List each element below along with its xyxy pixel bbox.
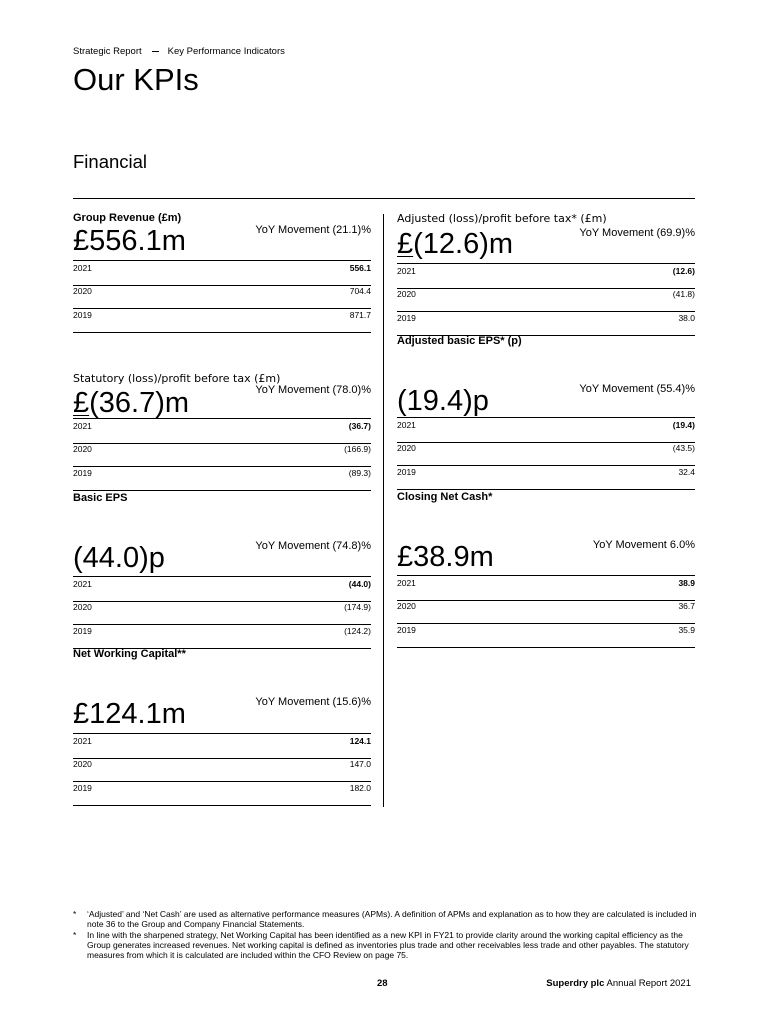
kpi-value: £556.1m <box>73 225 186 257</box>
row-year: 2020 <box>73 602 92 612</box>
row-year: 2020 <box>73 286 92 296</box>
kpi-value-main: (12.6)m <box>413 228 514 260</box>
page-number: 28 <box>377 978 388 989</box>
kpi-statutory-pbt <box>73 372 371 494</box>
breadcrumb-section: Strategic Report <box>73 46 142 57</box>
row-year: 2020 <box>397 601 416 611</box>
kpi-row <box>73 781 371 806</box>
kpi-label: Adjusted (loss)/profit before tax* (£m) <box>397 212 607 225</box>
kpi-row <box>73 600 371 625</box>
kpi-row <box>397 287 695 312</box>
row-value: 704.4 <box>349 286 371 296</box>
kpi-value <box>73 386 189 420</box>
row-year: 2019 <box>397 467 416 477</box>
footer-report: Annual Report 2021 <box>606 978 691 989</box>
kpi-label: Group Revenue (£m) <box>73 212 182 224</box>
row-year: 2020 <box>397 443 416 453</box>
kpi-row <box>73 624 371 649</box>
row-value: (19.4) <box>672 420 695 430</box>
kpi-value-prefix: £ <box>73 387 90 419</box>
kpi-row <box>73 576 371 602</box>
kpi-row <box>397 311 695 336</box>
kpi-row <box>397 465 695 490</box>
kpi-row <box>73 418 371 444</box>
section-heading: Financial <box>73 151 148 172</box>
row-value: (166.9) <box>344 444 371 454</box>
kpi-label: Statutory (loss)/profit before tax (£m) <box>73 372 281 385</box>
row-value: 124.1 <box>349 736 371 746</box>
footer-company: Superdry plc <box>546 978 605 989</box>
row-value: (89.3) <box>348 468 371 478</box>
row-year: 2021 <box>73 736 92 746</box>
kpi-row <box>397 575 695 601</box>
row-value: (174.9) <box>344 602 371 612</box>
row-value: (36.7) <box>348 421 371 431</box>
footer-brand <box>546 978 691 989</box>
row-value: (43.5) <box>672 443 695 453</box>
kpi-row <box>73 308 371 333</box>
page-title: Our KPIs <box>73 62 199 97</box>
footnote-marker: * <box>73 909 77 919</box>
kpi-label: Closing Net Cash* <box>397 491 493 503</box>
kpi-row <box>73 757 371 782</box>
row-value: 147.0 <box>349 759 371 769</box>
row-year: 2019 <box>73 468 92 478</box>
row-year: 2020 <box>73 759 92 769</box>
footnote <box>73 930 698 960</box>
row-year: 2019 <box>397 625 416 635</box>
row-value: 32.4 <box>678 467 695 477</box>
kpi-row <box>397 417 695 443</box>
kpi-row <box>73 733 371 759</box>
kpi-row <box>73 260 371 286</box>
row-value: (12.6) <box>672 266 695 276</box>
footnote <box>73 909 698 929</box>
row-year: 2019 <box>73 783 92 793</box>
row-year: 2021 <box>73 421 92 431</box>
breadcrumb-page: Key Performance Indicators <box>167 46 285 57</box>
kpi-label: Basic EPS <box>73 492 128 504</box>
footnote-marker: * <box>73 930 77 940</box>
kpi-group-revenue <box>73 212 371 334</box>
kpi-yoy-movement: YoY Movement (21.1)% <box>255 224 371 236</box>
kpi-yoy-movement: YoY Movement (69.9)% <box>579 227 695 239</box>
kpi-adjusted-basic-eps <box>397 335 695 495</box>
kpi-yoy-movement: YoY Movement (78.0)% <box>255 384 371 396</box>
kpi-row <box>397 599 695 624</box>
kpi-yoy-movement: YoY Movement 6.0% <box>592 539 695 551</box>
kpi-row <box>397 441 695 466</box>
row-value: (124.2) <box>344 626 371 636</box>
kpi-value: (19.4)p <box>397 385 489 417</box>
kpi-closing-net-cash <box>397 491 695 649</box>
row-year: 2021 <box>397 578 416 588</box>
row-value: (41.8) <box>672 289 695 299</box>
kpi-basic-eps <box>73 492 371 652</box>
kpi-yoy-movement: YoY Movement (55.4)% <box>579 383 695 395</box>
row-value: 38.9 <box>678 578 695 588</box>
row-value: 38.0 <box>678 313 695 323</box>
row-year: 2020 <box>397 289 416 299</box>
breadcrumb-separator <box>152 51 159 53</box>
row-year: 2021 <box>397 420 416 430</box>
row-value: (44.0) <box>348 579 371 589</box>
column-divider <box>383 214 384 807</box>
kpi-value: £38.9m <box>397 541 494 573</box>
breadcrumb <box>73 46 285 57</box>
row-value: 36.7 <box>678 601 695 611</box>
footnote-text: ‘Adjusted’ and ‘Net Cash’ are used as alternative performance measures (APMs). A definition of APMs and explanation as to how they are calculated is included in note 36 to the Group and Company Financial Statements. <box>87 909 697 929</box>
kpi-net-working-capital <box>73 648 371 808</box>
row-year: 2019 <box>73 626 92 636</box>
footnotes <box>73 909 698 961</box>
kpi-label: Adjusted basic EPS* (p) <box>397 335 522 347</box>
kpi-value-main: (36.7)m <box>89 387 190 419</box>
row-year: 2020 <box>73 444 92 454</box>
kpi-value: (44.0)p <box>73 542 165 574</box>
kpi-yoy-movement: YoY Movement (15.6)% <box>255 696 371 708</box>
row-year: 2021 <box>73 579 92 589</box>
footnote-text: In line with the sharpened strategy, Net Working Capital has been identified as a new KPI in FY21 to provide clarity around the working capital efficiency as the Group generates increased revenues. Net working capital is defined as inventories plus trade and other receivables less trade and other payables. The statutory measures from which it is calculated are included within the CFO Review on page 75. <box>87 930 689 960</box>
row-value: 871.7 <box>349 310 371 320</box>
row-value: 556.1 <box>349 263 371 273</box>
row-year: 2021 <box>397 266 416 276</box>
kpi-label: Net Working Capital** <box>73 648 186 660</box>
section-divider <box>73 198 695 199</box>
kpi-row <box>73 284 371 309</box>
kpi-row <box>397 263 695 289</box>
kpi-value <box>397 227 513 261</box>
row-year: 2021 <box>73 263 92 273</box>
row-year: 2019 <box>397 313 416 323</box>
kpi-row <box>397 623 695 648</box>
row-year: 2019 <box>73 310 92 320</box>
kpi-row <box>73 466 371 491</box>
kpi-row <box>73 442 371 467</box>
kpi-value: £124.1m <box>73 698 186 730</box>
kpi-value-prefix: £ <box>397 228 414 260</box>
kpi-adjusted-pbt <box>397 212 695 336</box>
row-value: 35.9 <box>678 625 695 635</box>
row-value: 182.0 <box>349 783 371 793</box>
kpi-yoy-movement: YoY Movement (74.8)% <box>255 540 371 552</box>
